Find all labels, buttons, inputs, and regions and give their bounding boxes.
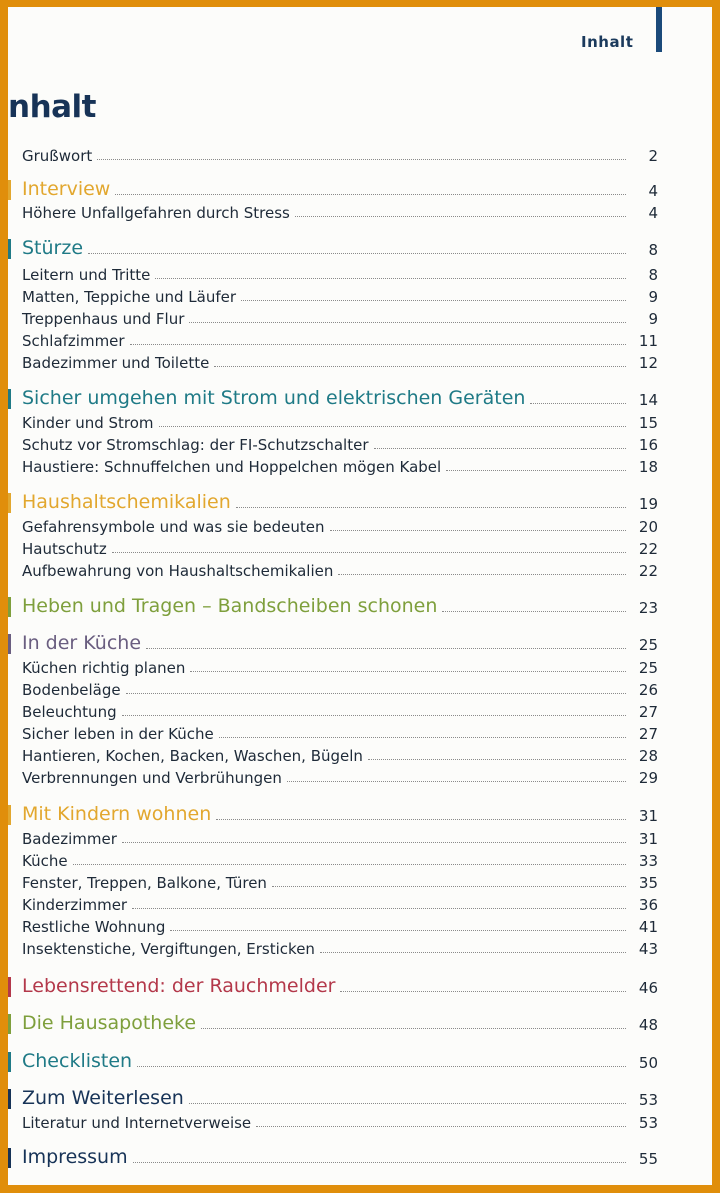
page xyxy=(8,7,712,1185)
toc-leader-dots xyxy=(133,1162,626,1163)
toc-leader-dots xyxy=(97,159,626,160)
toc-section-entry[interactable] xyxy=(22,628,658,654)
toc-entry-title: Bodenbeläge xyxy=(22,681,121,699)
toc-leader-dots xyxy=(146,648,626,649)
toc-page-number: 41 xyxy=(638,918,658,936)
toc-leader-dots xyxy=(446,470,626,471)
toc-entry[interactable] xyxy=(22,848,658,870)
toc-page-number: 53 xyxy=(638,1114,658,1132)
toc-entry-title: Interview xyxy=(22,178,111,200)
toc-page-number: 46 xyxy=(638,979,658,997)
toc-leader-dots xyxy=(338,574,626,575)
toc-section-entry[interactable] xyxy=(22,591,658,617)
toc-entry-title: Küchen richtig planen xyxy=(22,659,186,677)
toc-page-number: 22 xyxy=(638,562,658,580)
toc-leader-dots xyxy=(112,552,626,553)
toc-entry-title: Fenster, Treppen, Balkone, Türen xyxy=(22,874,267,892)
toc-leader-dots xyxy=(442,611,626,612)
toc-leader-dots xyxy=(256,1126,626,1127)
toc-leader-dots xyxy=(241,300,626,301)
toc-entry[interactable] xyxy=(22,143,658,165)
toc-entry-title: Die Hausapotheke xyxy=(22,1012,197,1034)
toc-entry[interactable] xyxy=(22,655,658,677)
toc-page-number: 19 xyxy=(638,495,658,513)
section-color-bar xyxy=(8,634,11,654)
toc-page-number: 31 xyxy=(638,830,658,848)
toc-leader-dots xyxy=(122,715,626,716)
toc-page-number: 28 xyxy=(638,747,658,765)
toc-leader-dots xyxy=(214,366,626,367)
toc-entry-title: Beleuchtung xyxy=(22,703,117,721)
toc-page-number: 26 xyxy=(638,681,658,699)
toc-page-number: 15 xyxy=(638,414,658,432)
toc-page-number: 9 xyxy=(648,310,658,328)
toc-section-entry[interactable] xyxy=(22,971,658,997)
toc-entry-title: Haustiere: Schnuffelchen und Hoppelchen mögen Kabel xyxy=(22,458,442,476)
section-color-bar xyxy=(8,389,11,409)
toc-leader-dots xyxy=(190,671,626,672)
section-color-bar xyxy=(8,239,11,259)
toc-entry[interactable] xyxy=(22,432,658,454)
toc-entry[interactable] xyxy=(22,914,658,936)
toc-section-entry[interactable] xyxy=(22,1008,658,1034)
toc-entry-title: Küche xyxy=(22,852,68,870)
toc-entry-title: Haushaltschemikalien xyxy=(22,491,231,513)
toc-leader-dots xyxy=(122,842,626,843)
toc-page-number: 27 xyxy=(638,703,658,721)
toc-page-number: 20 xyxy=(638,518,658,536)
toc-entry-title: Mit Kindern wohnen xyxy=(22,803,212,825)
toc-entry-title: Hantieren, Kochen, Backen, Waschen, Bügeln xyxy=(22,747,363,765)
toc-page-number: 2 xyxy=(648,147,658,165)
toc-entry[interactable] xyxy=(22,936,658,958)
toc-entry[interactable] xyxy=(22,410,658,432)
toc-entry-title: Schlafzimmer xyxy=(22,332,125,350)
toc-leader-dots xyxy=(126,693,626,694)
toc-entry-title: Aufbewahrung von Haushaltschemikalien xyxy=(22,562,334,580)
section-color-bar xyxy=(8,1148,11,1168)
toc-entry[interactable] xyxy=(22,536,658,558)
toc-leader-dots xyxy=(216,819,626,820)
toc-leader-dots xyxy=(272,886,626,887)
toc-entry-title: Leitern und Tritte xyxy=(22,266,151,284)
toc-page-number: 27 xyxy=(638,725,658,743)
toc-page-number: 35 xyxy=(638,874,658,892)
toc-entry-title: Gefahrensymbole und was sie bedeuten xyxy=(22,518,325,536)
toc-section-entry[interactable] xyxy=(22,1083,658,1109)
toc-page-number: 4 xyxy=(648,204,658,222)
toc-entry[interactable] xyxy=(22,892,658,914)
toc-entry[interactable] xyxy=(22,262,658,284)
toc-leader-dots xyxy=(236,507,626,508)
toc-entry-title: Treppenhaus und Flur xyxy=(22,310,185,328)
toc-leader-dots xyxy=(330,530,626,531)
toc-entry-title: Badezimmer und Toilette xyxy=(22,354,210,372)
toc-leader-dots xyxy=(130,344,626,345)
toc-entry-title: Kinderzimmer xyxy=(22,896,128,914)
toc-leader-dots xyxy=(189,322,626,323)
toc-entry-title: Lebensrettend: der Rauchmelder xyxy=(22,975,336,997)
toc-entry[interactable] xyxy=(22,306,658,328)
toc-entry[interactable] xyxy=(22,870,658,892)
toc-entry-title: Schutz vor Stromschlag: der FI-Schutzschalter xyxy=(22,436,369,454)
toc-entry-title: In der Küche xyxy=(22,632,142,654)
toc-page-number: 11 xyxy=(638,332,658,350)
toc-leader-dots xyxy=(340,991,626,992)
toc-section-entry[interactable] xyxy=(22,1142,658,1168)
toc-leader-dots xyxy=(88,253,626,254)
section-color-bar xyxy=(8,1089,11,1109)
section-color-bar xyxy=(8,977,11,997)
toc-page-number: 16 xyxy=(638,436,658,454)
section-color-bar xyxy=(8,180,11,200)
toc-entry[interactable] xyxy=(22,1110,658,1132)
section-color-bar xyxy=(8,493,11,513)
toc-leader-dots xyxy=(287,781,626,782)
toc-entry-title: Grußwort xyxy=(22,147,93,165)
toc-leader-dots xyxy=(137,1066,626,1067)
section-color-bar xyxy=(8,597,11,617)
toc-entry[interactable] xyxy=(22,328,658,350)
toc-page-number: 8 xyxy=(648,266,658,284)
toc-page-number: 31 xyxy=(638,807,658,825)
toc-entry[interactable] xyxy=(22,743,658,765)
toc-section-entry[interactable] xyxy=(22,383,658,409)
toc-page-number: 12 xyxy=(638,354,658,372)
toc-entry-title: Hautschutz xyxy=(22,540,107,558)
toc-entry[interactable] xyxy=(22,765,658,787)
toc-leader-dots xyxy=(374,448,627,449)
toc-entry-title: Matten, Teppiche und Läufer xyxy=(22,288,237,306)
toc-entry[interactable] xyxy=(22,558,658,580)
toc-leader-dots xyxy=(73,864,626,865)
toc-entry-title: Stürze xyxy=(22,237,84,259)
toc-section-entry[interactable] xyxy=(22,799,658,825)
toc-leader-dots xyxy=(115,194,626,195)
toc-leader-dots xyxy=(201,1028,626,1029)
toc-page-number: 50 xyxy=(638,1054,658,1072)
toc-entry-title: Sicher leben in der Küche xyxy=(22,725,214,743)
toc-page-number: 8 xyxy=(648,241,658,259)
toc-page-number: 33 xyxy=(638,852,658,870)
toc-page-number: 36 xyxy=(638,896,658,914)
toc-page-number: 48 xyxy=(638,1016,658,1034)
toc-page-number: 29 xyxy=(638,769,658,787)
toc-page-number: 22 xyxy=(638,540,658,558)
section-color-bar xyxy=(8,1014,11,1034)
toc-leader-dots xyxy=(155,278,626,279)
toc-leader-dots xyxy=(368,759,626,760)
toc-leader-dots xyxy=(530,403,626,404)
toc-entry[interactable] xyxy=(22,454,658,476)
toc-entry-title: Badezimmer xyxy=(22,830,117,848)
toc-entry-title: Restliche Wohnung xyxy=(22,918,166,936)
toc-entry[interactable] xyxy=(22,677,658,699)
toc-page-number: 14 xyxy=(638,391,658,409)
toc-page-number: 25 xyxy=(638,636,658,654)
toc-entry[interactable] xyxy=(22,699,658,721)
toc-page-number: 25 xyxy=(638,659,658,677)
toc-leader-dots xyxy=(219,737,626,738)
toc-entry-title: Checklisten xyxy=(22,1050,133,1072)
toc-entry-title: Heben und Tragen – Bandscheiben schonen xyxy=(22,595,438,617)
toc-leader-dots xyxy=(170,930,626,931)
toc-entry[interactable] xyxy=(22,514,658,536)
toc-leader-dots xyxy=(320,952,626,953)
toc-page-number: 18 xyxy=(638,458,658,476)
toc-page-number: 9 xyxy=(648,288,658,306)
toc-page-number: 55 xyxy=(638,1150,658,1168)
toc-page-number: 4 xyxy=(648,182,658,200)
toc-entry-title: Impressum xyxy=(22,1146,128,1168)
toc-section-entry[interactable] xyxy=(22,174,658,200)
toc-entry[interactable] xyxy=(22,350,658,372)
toc-entry-title: Literatur und Internetverweise xyxy=(22,1114,252,1132)
toc-entry-title: Zum Weiterlesen xyxy=(22,1087,184,1109)
running-head: Inhalt xyxy=(581,33,634,51)
toc-leader-dots xyxy=(189,1103,626,1104)
toc-entry-title: Insektenstiche, Vergiftungen, Ersticken xyxy=(22,940,315,958)
toc-page-number: 43 xyxy=(638,940,658,958)
toc-entry[interactable] xyxy=(22,721,658,743)
toc-page-number: 53 xyxy=(638,1091,658,1109)
toc-leader-dots xyxy=(132,908,626,909)
toc-entry[interactable] xyxy=(22,284,658,306)
toc-section-entry[interactable] xyxy=(22,233,658,259)
toc-page-number: 23 xyxy=(638,599,658,617)
toc-entry[interactable] xyxy=(22,200,658,222)
toc-entry-title: Verbrennungen und Verbrühungen xyxy=(22,769,282,787)
toc-entry-title: Sicher umgehen mit Strom und elektrischen Geräten xyxy=(22,387,526,409)
toc-section-entry[interactable] xyxy=(22,1046,658,1072)
page-title: nhalt xyxy=(8,89,97,125)
toc-entry[interactable] xyxy=(22,826,658,848)
section-color-bar xyxy=(8,805,11,825)
toc-entry-title: Höhere Unfallgefahren durch Stress xyxy=(22,204,290,222)
toc-leader-dots xyxy=(295,216,626,217)
header-accent-bar xyxy=(656,7,662,52)
toc-leader-dots xyxy=(159,426,626,427)
section-color-bar xyxy=(8,1052,11,1072)
toc-entry-title: Kinder und Strom xyxy=(22,414,154,432)
toc-section-entry[interactable] xyxy=(22,487,658,513)
